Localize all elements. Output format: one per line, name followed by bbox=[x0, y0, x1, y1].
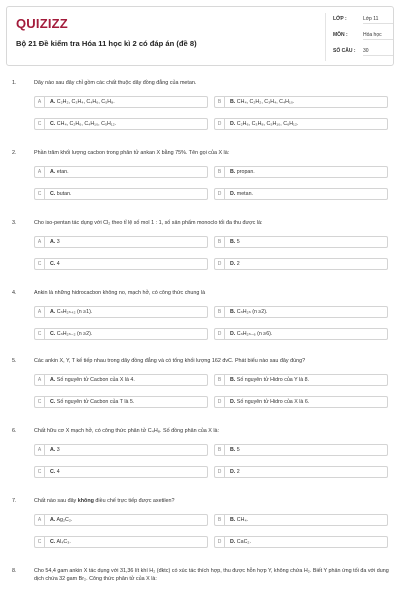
option-letter-badge: B bbox=[215, 97, 225, 107]
option-key: A. bbox=[50, 309, 56, 315]
option-value: 5 bbox=[236, 239, 240, 245]
option-key: D. bbox=[230, 121, 236, 127]
option-value: CH₄. bbox=[236, 517, 249, 523]
option-key: A. bbox=[50, 99, 56, 105]
option-key: C. bbox=[50, 331, 56, 337]
option-letter-badge: D bbox=[215, 329, 225, 339]
option-letter-badge: B bbox=[215, 237, 225, 247]
option-text bbox=[50, 469, 60, 475]
option-text bbox=[230, 169, 255, 175]
option-text bbox=[50, 399, 134, 405]
question-number: 6. bbox=[12, 428, 17, 434]
meta-label: MÔN : bbox=[333, 32, 348, 38]
option-letter-badge: D bbox=[215, 119, 225, 129]
meta-value: Hóa học bbox=[363, 29, 393, 40]
option-value: Al₄C₃. bbox=[56, 539, 71, 545]
option-value: Số nguyên tử Hidro của Y là 8. bbox=[236, 377, 310, 383]
option-text bbox=[230, 539, 251, 545]
meta-subject bbox=[333, 29, 397, 43]
option-value: metan. bbox=[236, 191, 253, 197]
option-letter-badge: C bbox=[35, 467, 45, 477]
option-letter-badge: D bbox=[215, 537, 225, 547]
answer-option-a[interactable] bbox=[34, 166, 208, 178]
option-text bbox=[230, 121, 298, 127]
option-key: B. bbox=[230, 517, 236, 523]
answer-option-d[interactable] bbox=[214, 466, 388, 478]
option-value: 2 bbox=[236, 469, 240, 475]
option-value: CₙH₂ₙ₋₂ (n ≥2). bbox=[56, 331, 93, 337]
answer-option-d[interactable] bbox=[214, 118, 388, 130]
worksheet-header bbox=[6, 6, 394, 66]
option-letter-badge: D bbox=[215, 397, 225, 407]
option-key: D. bbox=[230, 539, 236, 545]
option-key: C. bbox=[50, 261, 56, 267]
page-title: Bộ 21 Đề kiểm tra Hóa 11 học kì 2 có đáp án (đề 8) bbox=[16, 39, 197, 48]
option-value: CaC₂. bbox=[236, 539, 251, 545]
option-key: B. bbox=[230, 99, 236, 105]
option-letter-badge: C bbox=[35, 329, 45, 339]
option-key: C. bbox=[50, 469, 56, 475]
question-text-part: điều chế trực tiếp được axetilen? bbox=[93, 498, 175, 504]
option-letter-badge: D bbox=[215, 189, 225, 199]
answer-option-b[interactable] bbox=[214, 236, 388, 248]
option-key: C. bbox=[50, 191, 56, 197]
option-letter-badge: C bbox=[35, 259, 45, 269]
question-text: Dãy nào sau đây chỉ gồm các chất thuộc dãy đồng đẳng của metan. bbox=[34, 80, 197, 86]
option-key: D. bbox=[230, 469, 236, 475]
option-text bbox=[50, 517, 72, 523]
question-number: 3. bbox=[12, 220, 17, 226]
answer-option-d[interactable] bbox=[214, 328, 388, 340]
option-value: C₂H₂, C₃H₄, C₄H₆, C₅H₈. bbox=[56, 99, 115, 105]
answer-option-c[interactable] bbox=[34, 118, 208, 130]
option-key: B. bbox=[230, 447, 236, 453]
question-number: 5. bbox=[12, 358, 17, 364]
answer-option-c[interactable] bbox=[34, 536, 208, 548]
answer-option-a[interactable] bbox=[34, 306, 208, 318]
option-value: etan. bbox=[56, 169, 69, 175]
answer-option-c[interactable] bbox=[34, 258, 208, 270]
option-text bbox=[50, 539, 71, 545]
question-text bbox=[34, 498, 392, 506]
option-value: 4 bbox=[56, 261, 60, 267]
option-letter-badge: C bbox=[35, 119, 45, 129]
option-text bbox=[230, 377, 309, 383]
option-text bbox=[230, 399, 309, 405]
option-letter-badge: B bbox=[215, 445, 225, 455]
option-value: butan. bbox=[56, 191, 72, 197]
question-text: Chất hữu cơ X mạch hở, có công thức phân tử C₄H₈. Số đồng phân của X là: bbox=[34, 428, 220, 434]
option-value: CₙH₂ₙ₊₂ (n ≥1). bbox=[56, 309, 93, 315]
option-letter-badge: A bbox=[35, 375, 45, 385]
option-key: A. bbox=[50, 169, 56, 175]
option-key: C. bbox=[50, 121, 56, 127]
option-letter-badge: A bbox=[35, 167, 45, 177]
option-value: 3 bbox=[56, 447, 60, 453]
option-letter-badge: C bbox=[35, 537, 45, 547]
option-letter-badge: B bbox=[215, 375, 225, 385]
option-key: A. bbox=[50, 239, 56, 245]
question-text-part: Chất nào sau đây bbox=[34, 498, 78, 504]
answer-option-c[interactable] bbox=[34, 466, 208, 478]
option-value: 5 bbox=[236, 447, 240, 453]
option-text bbox=[50, 99, 115, 105]
answer-option-c[interactable] bbox=[34, 396, 208, 408]
option-text bbox=[50, 261, 60, 267]
option-text bbox=[230, 331, 272, 337]
option-letter-badge: B bbox=[215, 167, 225, 177]
option-letter-badge: B bbox=[215, 515, 225, 525]
question-text-emphasis: không bbox=[77, 498, 94, 504]
option-text bbox=[230, 261, 240, 267]
option-text bbox=[230, 517, 248, 523]
option-text bbox=[50, 377, 135, 383]
answer-option-b[interactable] bbox=[214, 96, 388, 108]
answer-option-d[interactable] bbox=[214, 396, 388, 408]
meta-value: Lớp 11 bbox=[363, 13, 393, 24]
option-key: B. bbox=[230, 169, 236, 175]
option-text bbox=[230, 239, 240, 245]
option-text bbox=[230, 469, 240, 475]
option-letter-badge: A bbox=[35, 515, 45, 525]
option-value: CₙH₂ₙ₋₆ (n ≥6). bbox=[236, 331, 273, 337]
option-text bbox=[230, 191, 253, 197]
question-number: 8. bbox=[12, 568, 17, 574]
option-letter-badge: A bbox=[35, 307, 45, 317]
option-value: CₙH₂ₙ (n ≥2). bbox=[236, 309, 268, 315]
question-text: Các ankin X, Y, T kế tiếp nhau trong dãy đồng đẳng và có tổng khối lượng 162 đvC. Phát biểu nào sau đây đúng? bbox=[34, 358, 306, 364]
answer-option-c[interactable] bbox=[34, 188, 208, 200]
option-value: Số nguyên tử Cacbon của X là 4. bbox=[56, 377, 135, 383]
option-value: Số nguyên tử Cacbon của T là 5. bbox=[56, 399, 135, 405]
option-text bbox=[230, 447, 240, 453]
option-letter-badge: D bbox=[215, 467, 225, 477]
option-letter-badge: A bbox=[35, 237, 45, 247]
answer-option-a[interactable] bbox=[34, 236, 208, 248]
option-letter-badge: D bbox=[215, 259, 225, 269]
option-text bbox=[50, 169, 69, 175]
question-number: 2. bbox=[12, 150, 17, 156]
option-text bbox=[230, 99, 294, 105]
option-key: C. bbox=[50, 539, 56, 545]
option-text bbox=[50, 331, 92, 337]
answer-option-c[interactable] bbox=[34, 328, 208, 340]
answer-option-b[interactable] bbox=[214, 444, 388, 456]
option-value: CH₄, C₂H₆, C₄H₁₀, C₅H₁₂. bbox=[56, 121, 117, 127]
meta-question-count bbox=[333, 45, 397, 59]
option-key: D. bbox=[230, 331, 236, 337]
option-key: C. bbox=[50, 399, 56, 405]
option-key: D. bbox=[230, 191, 236, 197]
meta-label: LỚP : bbox=[333, 16, 347, 22]
meta-grade bbox=[333, 13, 397, 27]
answer-option-b[interactable] bbox=[214, 514, 388, 526]
option-text bbox=[230, 309, 267, 315]
question-text: Cho iso-pentan tác dụng với Cl₂ theo tỉ lệ số mol 1 : 1, số sản phẩm monoclo tối đa thu được là: bbox=[34, 220, 263, 226]
option-text bbox=[50, 121, 116, 127]
answer-option-d[interactable] bbox=[214, 258, 388, 270]
option-text bbox=[50, 239, 60, 245]
option-value: 4 bbox=[56, 469, 60, 475]
question-number: 7. bbox=[12, 498, 17, 504]
answer-option-a[interactable] bbox=[34, 374, 208, 386]
answer-option-b[interactable] bbox=[214, 166, 388, 178]
option-letter-badge: A bbox=[35, 97, 45, 107]
option-key: A. bbox=[50, 447, 56, 453]
option-text bbox=[50, 309, 92, 315]
option-value: 3 bbox=[56, 239, 60, 245]
option-key: B. bbox=[230, 309, 236, 315]
option-text bbox=[50, 447, 60, 453]
option-value: 2 bbox=[236, 261, 240, 267]
option-value: Ag₂C₂. bbox=[56, 517, 73, 523]
question-number: 4. bbox=[12, 290, 17, 296]
option-key: A. bbox=[50, 517, 56, 523]
option-value: Số nguyên tử Hidro của X là 6. bbox=[236, 399, 310, 405]
answer-option-a[interactable] bbox=[34, 96, 208, 108]
option-letter-badge: C bbox=[35, 397, 45, 407]
option-letter-badge: C bbox=[35, 189, 45, 199]
question-number: 1. bbox=[12, 80, 17, 86]
option-key: B. bbox=[230, 239, 236, 245]
option-key: D. bbox=[230, 399, 236, 405]
answer-option-d[interactable] bbox=[214, 188, 388, 200]
option-letter-badge: A bbox=[35, 445, 45, 455]
answer-option-d[interactable] bbox=[214, 536, 388, 548]
option-value: propan. bbox=[236, 169, 255, 175]
option-value: C₂H₆, C₃H₈, C₅H₁₀, C₆H₁₂. bbox=[236, 121, 299, 127]
option-letter-badge: B bbox=[215, 307, 225, 317]
answer-option-a[interactable] bbox=[34, 514, 208, 526]
meta-value: 30 bbox=[363, 45, 393, 56]
header-divider bbox=[325, 13, 326, 61]
option-value: CH₄, C₂H₂, C₃H₄, C₄H₁₀. bbox=[236, 99, 295, 105]
question-text: Ankin là những hidrocacbon không no, mạch hở, có công thức chung là bbox=[34, 290, 206, 296]
question-text: Cho 54,4 gam ankin X tác dụng với 31,36 lít khí H₂ (đktc) có xúc tác thích hợp, thu được hỗn hợp Y, không chứa H₂. Biết Y phản ứng tối đa với dung dịch chứa 32 gam Br₂. Công thức phân tử của X là: bbox=[34, 568, 389, 582]
option-key: B. bbox=[230, 377, 236, 383]
option-key: A. bbox=[50, 377, 56, 383]
answer-option-b[interactable] bbox=[214, 306, 388, 318]
meta-label: SỐ CÂU : bbox=[333, 48, 356, 54]
option-text bbox=[50, 191, 72, 197]
answer-option-b[interactable] bbox=[214, 374, 388, 386]
quizizz-logo[interactable]: QUIZIZZ bbox=[16, 16, 68, 31]
question-text: Phần trăm khối lượng cacbon trong phân tử ankan X bằng 75%. Tên gọi của X là: bbox=[34, 150, 230, 156]
option-key: D. bbox=[230, 261, 236, 267]
answer-option-a[interactable] bbox=[34, 444, 208, 456]
